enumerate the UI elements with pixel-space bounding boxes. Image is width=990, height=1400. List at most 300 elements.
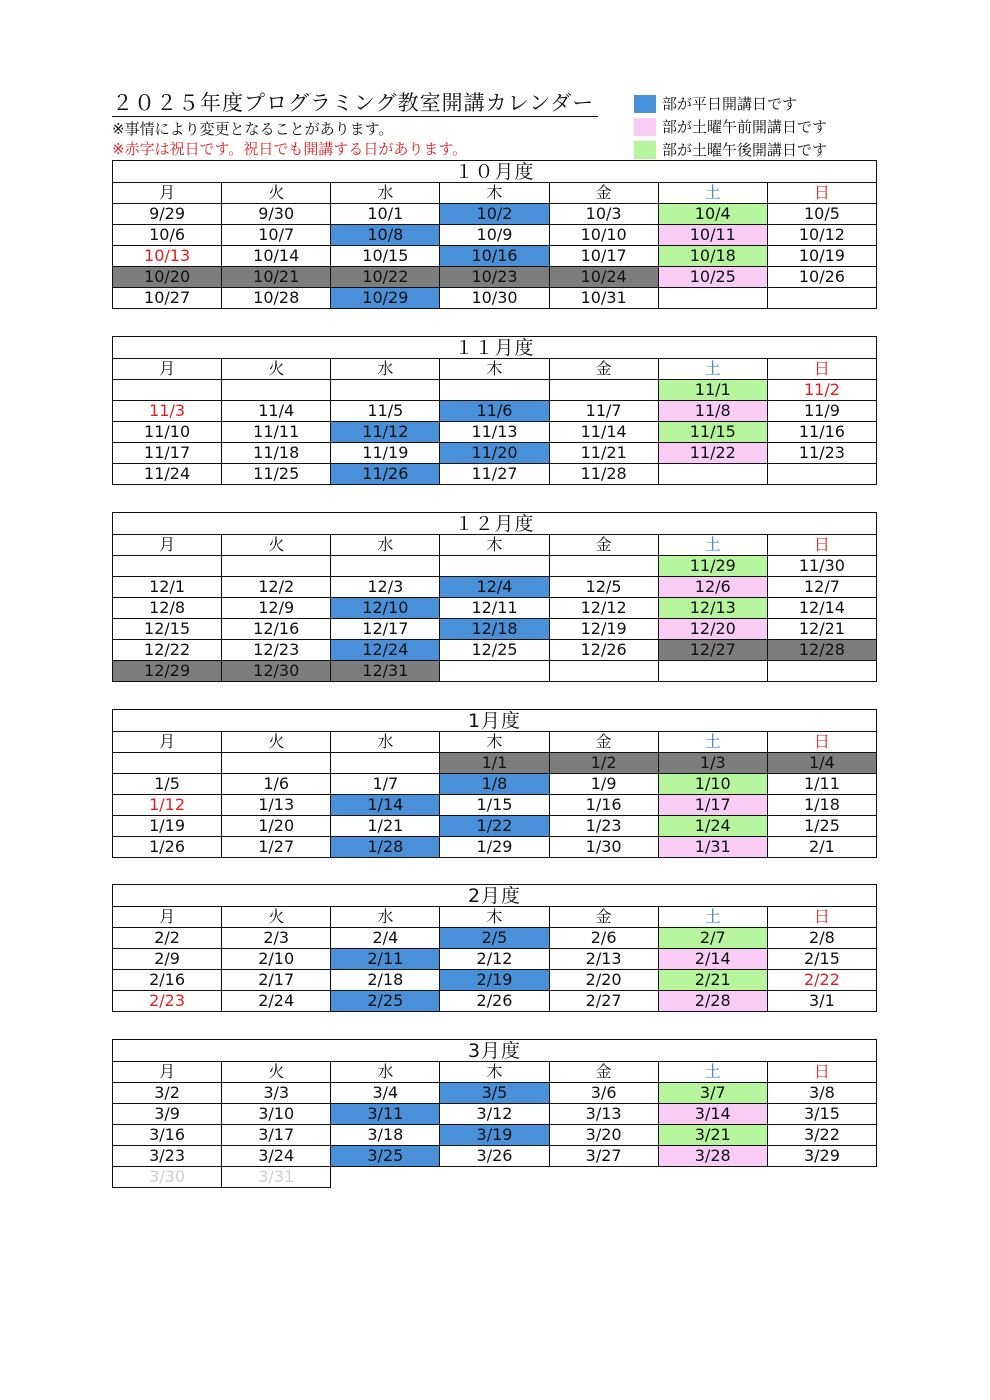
day-cell: 3/6 <box>549 1083 658 1104</box>
empty-cell <box>658 464 767 485</box>
day-cell: 3/23 <box>113 1146 222 1167</box>
day-cell: 11/26 <box>331 464 440 485</box>
day-cell: 12/17 <box>331 619 440 640</box>
day-cell: 3/15 <box>767 1104 876 1125</box>
weekday-header: 月 <box>113 732 222 753</box>
day-cell: 2/23 <box>113 991 222 1012</box>
day-cell: 11/9 <box>767 401 876 422</box>
day-cell: 11/29 <box>658 556 767 577</box>
empty-cell <box>440 556 549 577</box>
day-cell: 10/8 <box>331 225 440 246</box>
day-cell: 2/1 <box>767 837 876 858</box>
legend-item-weekday <box>634 92 827 115</box>
weekday-header: 日 <box>767 907 876 928</box>
day-cell: 1/8 <box>440 774 549 795</box>
day-cell: 3/24 <box>222 1146 331 1167</box>
weekday-header: 火 <box>222 359 331 380</box>
empty-cell <box>331 753 440 774</box>
day-cell: 2/25 <box>331 991 440 1012</box>
week-row <box>113 464 877 485</box>
day-cell: 3/12 <box>440 1104 549 1125</box>
week-row <box>113 1083 877 1104</box>
day-cell: 3/29 <box>767 1146 876 1167</box>
empty-cell <box>767 464 876 485</box>
day-cell: 1/14 <box>331 795 440 816</box>
change-notice: ※事情により変更となることがあります。 <box>112 120 394 138</box>
weekday-header: 木 <box>440 535 549 556</box>
weekday-header: 木 <box>440 1062 549 1083</box>
day-cell: 1/12 <box>113 795 222 816</box>
day-cell: 3/26 <box>440 1146 549 1167</box>
day-cell: 1/6 <box>222 774 331 795</box>
week-row <box>113 204 877 225</box>
weekday-header: 日 <box>767 535 876 556</box>
empty-cell <box>440 380 549 401</box>
weekday-header: 水 <box>331 359 440 380</box>
day-cell: 12/28 <box>767 640 876 661</box>
day-cell: 12/8 <box>113 598 222 619</box>
day-cell: 12/1 <box>113 577 222 598</box>
weekday-header: 土 <box>658 907 767 928</box>
day-cell: 3/27 <box>549 1146 658 1167</box>
day-cell: 11/7 <box>549 401 658 422</box>
week-row <box>113 949 877 970</box>
day-cell: 2/7 <box>658 928 767 949</box>
week-row <box>113 774 877 795</box>
day-cell: 10/16 <box>440 246 549 267</box>
month-calendar <box>112 709 877 858</box>
day-cell: 1/9 <box>549 774 658 795</box>
week-row <box>113 928 877 949</box>
week-row <box>113 1146 877 1167</box>
holiday-notice: ※赤字は祝日です。祝日でも開講する日があります。 <box>112 140 468 158</box>
weekday-header: 金 <box>549 907 658 928</box>
day-cell: 10/30 <box>440 288 549 309</box>
day-cell: 12/21 <box>767 619 876 640</box>
day-cell: 11/18 <box>222 443 331 464</box>
day-cell: 1/21 <box>331 816 440 837</box>
day-cell: 11/11 <box>222 422 331 443</box>
day-cell: 3/21 <box>658 1125 767 1146</box>
legend-item-saturday-am <box>634 115 827 138</box>
empty-cell <box>222 380 331 401</box>
day-cell: 2/17 <box>222 970 331 991</box>
day-cell: 10/12 <box>767 225 876 246</box>
legend-swatch-green <box>634 141 656 159</box>
week-row <box>113 577 877 598</box>
day-cell: 10/21 <box>222 267 331 288</box>
day-cell: 2/3 <box>222 928 331 949</box>
weekday-header: 土 <box>658 359 767 380</box>
weekday-header-row <box>113 535 877 556</box>
empty-cell <box>113 556 222 577</box>
day-cell: 9/30 <box>222 204 331 225</box>
day-cell: 3/17 <box>222 1125 331 1146</box>
day-cell: 1/25 <box>767 816 876 837</box>
empty-cell <box>767 288 876 309</box>
blank-space <box>440 1167 549 1188</box>
weekday-header: 木 <box>440 907 549 928</box>
day-cell: 3/3 <box>222 1083 331 1104</box>
weekday-header: 火 <box>222 732 331 753</box>
day-cell: 12/10 <box>331 598 440 619</box>
day-cell: 1/29 <box>440 837 549 858</box>
day-cell: 10/11 <box>658 225 767 246</box>
day-cell: 3/8 <box>767 1083 876 1104</box>
weekday-header: 月 <box>113 183 222 204</box>
legend-swatch-pink <box>634 118 656 136</box>
day-cell: 11/19 <box>331 443 440 464</box>
weekday-header: 土 <box>658 1062 767 1083</box>
day-cell: 1/2 <box>549 753 658 774</box>
day-cell: 3/13 <box>549 1104 658 1125</box>
week-row <box>113 598 877 619</box>
blank-space <box>549 1167 658 1188</box>
day-cell: 10/14 <box>222 246 331 267</box>
day-cell: 12/3 <box>331 577 440 598</box>
legend-swatch-blue <box>634 95 656 113</box>
page-title: ２０２５年度プログラミング教室開講カレンダー <box>112 90 598 117</box>
day-cell: 11/10 <box>113 422 222 443</box>
weekday-header-row <box>113 732 877 753</box>
legend <box>634 92 827 161</box>
day-cell: 3/31 <box>222 1167 331 1188</box>
blank-space <box>767 1167 876 1188</box>
day-cell: 2/16 <box>113 970 222 991</box>
day-cell: 3/22 <box>767 1125 876 1146</box>
weekday-header: 金 <box>549 1062 658 1083</box>
day-cell: 11/30 <box>767 556 876 577</box>
day-cell: 11/8 <box>658 401 767 422</box>
week-row <box>113 816 877 837</box>
month-title: １０月度 <box>113 161 877 183</box>
day-cell: 10/3 <box>549 204 658 225</box>
day-cell: 2/2 <box>113 928 222 949</box>
day-cell: 1/15 <box>440 795 549 816</box>
month-calendar <box>112 512 877 682</box>
weekday-header: 土 <box>658 732 767 753</box>
weekday-header: 水 <box>331 907 440 928</box>
day-cell: 2/24 <box>222 991 331 1012</box>
day-cell: 10/13 <box>113 246 222 267</box>
day-cell: 12/15 <box>113 619 222 640</box>
day-cell: 2/13 <box>549 949 658 970</box>
day-cell: 2/14 <box>658 949 767 970</box>
day-cell: 12/27 <box>658 640 767 661</box>
day-cell: 1/24 <box>658 816 767 837</box>
day-cell: 11/16 <box>767 422 876 443</box>
empty-cell <box>113 380 222 401</box>
week-row <box>113 991 877 1012</box>
weekday-header: 日 <box>767 732 876 753</box>
day-cell: 10/9 <box>440 225 549 246</box>
day-cell: 2/10 <box>222 949 331 970</box>
empty-cell <box>113 753 222 774</box>
weekday-header: 木 <box>440 183 549 204</box>
day-cell: 3/10 <box>222 1104 331 1125</box>
day-cell: 11/23 <box>767 443 876 464</box>
day-cell: 2/26 <box>440 991 549 1012</box>
day-cell: 12/22 <box>113 640 222 661</box>
day-cell: 10/26 <box>767 267 876 288</box>
day-cell: 12/20 <box>658 619 767 640</box>
weekday-header: 火 <box>222 183 331 204</box>
day-cell: 11/5 <box>331 401 440 422</box>
day-cell: 11/13 <box>440 422 549 443</box>
day-cell: 1/7 <box>331 774 440 795</box>
day-cell: 3/11 <box>331 1104 440 1125</box>
week-row <box>113 753 877 774</box>
legend-label: 部が土曜午後開講日です <box>662 141 828 159</box>
day-cell: 12/31 <box>331 661 440 682</box>
week-row <box>113 443 877 464</box>
day-cell: 3/4 <box>331 1083 440 1104</box>
day-cell: 10/22 <box>331 267 440 288</box>
day-cell: 11/15 <box>658 422 767 443</box>
weekday-header: 金 <box>549 535 658 556</box>
day-cell: 11/14 <box>549 422 658 443</box>
day-cell: 12/12 <box>549 598 658 619</box>
month-title: 3月度 <box>113 1040 877 1062</box>
weekday-header: 日 <box>767 183 876 204</box>
day-cell: 2/12 <box>440 949 549 970</box>
day-cell: 12/29 <box>113 661 222 682</box>
weekday-header: 水 <box>331 732 440 753</box>
day-cell: 10/29 <box>331 288 440 309</box>
empty-cell <box>658 288 767 309</box>
legend-item-saturday-pm <box>634 138 827 161</box>
weekday-header: 火 <box>222 907 331 928</box>
day-cell: 11/27 <box>440 464 549 485</box>
day-cell: 12/5 <box>549 577 658 598</box>
day-cell: 3/25 <box>331 1146 440 1167</box>
day-cell: 10/17 <box>549 246 658 267</box>
day-cell: 12/9 <box>222 598 331 619</box>
day-cell: 12/25 <box>440 640 549 661</box>
day-cell: 2/18 <box>331 970 440 991</box>
day-cell: 10/27 <box>113 288 222 309</box>
day-cell: 11/28 <box>549 464 658 485</box>
day-cell: 3/28 <box>658 1146 767 1167</box>
month-title: 2月度 <box>113 885 877 907</box>
day-cell: 9/29 <box>113 204 222 225</box>
month-calendar <box>112 1039 877 1188</box>
day-cell: 3/16 <box>113 1125 222 1146</box>
day-cell: 1/13 <box>222 795 331 816</box>
day-cell: 10/31 <box>549 288 658 309</box>
week-row <box>113 970 877 991</box>
day-cell: 12/6 <box>658 577 767 598</box>
day-cell: 10/1 <box>331 204 440 225</box>
weekday-header: 月 <box>113 359 222 380</box>
day-cell: 2/19 <box>440 970 549 991</box>
day-cell: 3/7 <box>658 1083 767 1104</box>
day-cell: 3/2 <box>113 1083 222 1104</box>
day-cell: 2/15 <box>767 949 876 970</box>
week-row <box>113 1167 877 1188</box>
day-cell: 12/23 <box>222 640 331 661</box>
day-cell: 11/6 <box>440 401 549 422</box>
day-cell: 1/28 <box>331 837 440 858</box>
day-cell: 10/15 <box>331 246 440 267</box>
weekday-header: 木 <box>440 732 549 753</box>
weekday-header-row <box>113 1062 877 1083</box>
month-calendar <box>112 884 877 1012</box>
empty-cell <box>549 556 658 577</box>
day-cell: 10/4 <box>658 204 767 225</box>
day-cell: 12/11 <box>440 598 549 619</box>
day-cell: 2/27 <box>549 991 658 1012</box>
day-cell: 10/23 <box>440 267 549 288</box>
day-cell: 3/5 <box>440 1083 549 1104</box>
day-cell: 3/19 <box>440 1125 549 1146</box>
week-row <box>113 1104 877 1125</box>
weekday-header: 水 <box>331 183 440 204</box>
month-title: 1月度 <box>113 710 877 732</box>
day-cell: 3/1 <box>767 991 876 1012</box>
day-cell: 1/26 <box>113 837 222 858</box>
day-cell: 11/25 <box>222 464 331 485</box>
day-cell: 2/28 <box>658 991 767 1012</box>
week-row <box>113 1125 877 1146</box>
day-cell: 12/26 <box>549 640 658 661</box>
day-cell: 10/6 <box>113 225 222 246</box>
day-cell: 11/17 <box>113 443 222 464</box>
weekday-header-row <box>113 907 877 928</box>
day-cell: 12/2 <box>222 577 331 598</box>
day-cell: 1/27 <box>222 837 331 858</box>
week-row <box>113 422 877 443</box>
day-cell: 1/3 <box>658 753 767 774</box>
day-cell: 11/3 <box>113 401 222 422</box>
day-cell: 3/30 <box>113 1167 222 1188</box>
day-cell: 12/4 <box>440 577 549 598</box>
day-cell: 3/18 <box>331 1125 440 1146</box>
day-cell: 2/5 <box>440 928 549 949</box>
weekday-header: 月 <box>113 1062 222 1083</box>
day-cell: 1/18 <box>767 795 876 816</box>
weekday-header: 日 <box>767 359 876 380</box>
day-cell: 11/20 <box>440 443 549 464</box>
empty-cell <box>222 753 331 774</box>
empty-cell <box>767 661 876 682</box>
day-cell: 11/2 <box>767 380 876 401</box>
day-cell: 10/20 <box>113 267 222 288</box>
empty-cell <box>222 556 331 577</box>
day-cell: 10/2 <box>440 204 549 225</box>
week-row <box>113 619 877 640</box>
week-row <box>113 225 877 246</box>
weekday-header: 日 <box>767 1062 876 1083</box>
week-row <box>113 640 877 661</box>
day-cell: 12/7 <box>767 577 876 598</box>
day-cell: 1/10 <box>658 774 767 795</box>
weekday-header-row <box>113 183 877 204</box>
day-cell: 10/7 <box>222 225 331 246</box>
weekday-header: 金 <box>549 732 658 753</box>
day-cell: 12/19 <box>549 619 658 640</box>
week-row <box>113 661 877 682</box>
empty-cell <box>331 556 440 577</box>
day-cell: 10/10 <box>549 225 658 246</box>
weekday-header: 火 <box>222 535 331 556</box>
month-calendar <box>112 336 877 485</box>
week-row <box>113 288 877 309</box>
weekday-header-row <box>113 359 877 380</box>
day-cell: 12/18 <box>440 619 549 640</box>
day-cell: 1/16 <box>549 795 658 816</box>
day-cell: 1/19 <box>113 816 222 837</box>
calendar-header <box>112 90 632 159</box>
day-cell: 10/25 <box>658 267 767 288</box>
day-cell: 2/20 <box>549 970 658 991</box>
day-cell: 1/20 <box>222 816 331 837</box>
week-row <box>113 401 877 422</box>
legend-label: 部が土曜午前開講日です <box>662 118 828 136</box>
empty-cell <box>549 661 658 682</box>
day-cell: 2/21 <box>658 970 767 991</box>
day-cell: 1/5 <box>113 774 222 795</box>
day-cell: 1/22 <box>440 816 549 837</box>
day-cell: 3/14 <box>658 1104 767 1125</box>
day-cell: 12/30 <box>222 661 331 682</box>
day-cell: 11/21 <box>549 443 658 464</box>
day-cell: 3/20 <box>549 1125 658 1146</box>
weekday-header: 月 <box>113 907 222 928</box>
day-cell: 10/19 <box>767 246 876 267</box>
day-cell: 1/30 <box>549 837 658 858</box>
week-row <box>113 246 877 267</box>
day-cell: 1/11 <box>767 774 876 795</box>
empty-cell <box>331 380 440 401</box>
day-cell: 1/31 <box>658 837 767 858</box>
day-cell: 2/9 <box>113 949 222 970</box>
legend-label: 部が平日開講日です <box>662 95 798 113</box>
blank-space <box>331 1167 440 1188</box>
week-row <box>113 267 877 288</box>
day-cell: 11/4 <box>222 401 331 422</box>
day-cell: 1/23 <box>549 816 658 837</box>
weekday-header: 土 <box>658 183 767 204</box>
day-cell: 2/4 <box>331 928 440 949</box>
weekday-header: 水 <box>331 1062 440 1083</box>
day-cell: 11/24 <box>113 464 222 485</box>
empty-cell <box>549 380 658 401</box>
day-cell: 12/16 <box>222 619 331 640</box>
week-row <box>113 380 877 401</box>
blank-space <box>658 1167 767 1188</box>
month-calendar <box>112 160 877 309</box>
day-cell: 11/1 <box>658 380 767 401</box>
day-cell: 2/11 <box>331 949 440 970</box>
month-title: １２月度 <box>113 513 877 535</box>
week-row <box>113 837 877 858</box>
week-row <box>113 556 877 577</box>
day-cell: 12/13 <box>658 598 767 619</box>
day-cell: 3/9 <box>113 1104 222 1125</box>
weekday-header: 火 <box>222 1062 331 1083</box>
day-cell: 2/8 <box>767 928 876 949</box>
day-cell: 10/18 <box>658 246 767 267</box>
empty-cell <box>440 661 549 682</box>
day-cell: 10/5 <box>767 204 876 225</box>
month-title: １１月度 <box>113 337 877 359</box>
day-cell: 1/4 <box>767 753 876 774</box>
day-cell: 12/14 <box>767 598 876 619</box>
week-row <box>113 795 877 816</box>
day-cell: 11/22 <box>658 443 767 464</box>
day-cell: 10/24 <box>549 267 658 288</box>
